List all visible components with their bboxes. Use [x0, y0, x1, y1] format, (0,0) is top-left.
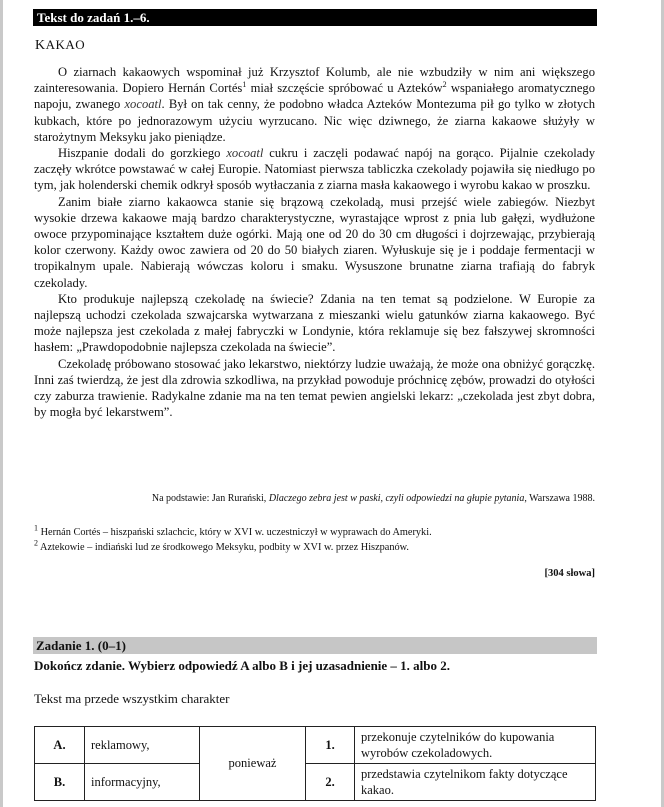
- answer-table: [34, 726, 596, 801]
- footnote-2: $^2$ Aztekowie – indiański lud ze środkowego Meksyku, podbity w XVI w. przez Hiszpanów.: [34, 538, 409, 553]
- task-title: Zadanie 1. (0–1): [36, 638, 126, 653]
- option-b-text[interactable]: informacyjny,: [85, 764, 200, 801]
- reason-2-text[interactable]: przedstawia czytelnikom fakty dotyczące kakao.: [355, 764, 596, 801]
- article-title: KAKAO: [35, 37, 86, 53]
- answer-row-b: [35, 764, 596, 801]
- footnote-ref-1: 1: [242, 80, 247, 90]
- option-b-letter[interactable]: B.: [35, 764, 85, 801]
- option-a-letter[interactable]: A.: [35, 727, 85, 764]
- reason-2-number[interactable]: 2.: [306, 764, 355, 801]
- task-instruction: Dokończ zdanie. Wybierz odpowiedź A albo B i jej uzasadnienie – 1. albo 2.: [34, 658, 451, 673]
- option-a-text[interactable]: reklamowy,: [85, 727, 200, 764]
- article-body: [34, 64, 595, 420]
- text-header-title: Tekst do zadań 1.–6.: [37, 10, 150, 25]
- footnotes: [34, 525, 595, 555]
- footnote-ref-2: 2: [442, 80, 447, 90]
- text-header-bar: [33, 9, 597, 26]
- article-paragraph-3: Zanim białe ziarno kakaowca stanie się brązową czekoladą, musi przejść wiele zabiegów. Niezbyt wysokie drzewa kakaowe mają bardzo charakterystyczne, wyrastające wprost z pnia lub gałęzi, wydłużone owoce przypominające kształtem duże ogórki. Mają one od 20 do 30 cm długości i dojrzewając, przybierają kolor czerwony. Każdy owoc zawiera od 20 do 50 białych ziaren. Wyłuskuje się je i poddaje fermentacji w tropikalnym upale. Nabierają wówczas koloru i smaku. Wysuszone brunatne ziarna trafiają do fabryk czekolady.: [34, 194, 595, 290]
- page-frame-left: [0, 0, 3, 807]
- article-paragraph-2: Hiszpanie dodali do gorzkiego xocoatl cukru i zaczęli podawać napój na gorąco. Pijalnie czekolady zaczęły wkrótce powstawać w całej Europie. Natomiast pierwsza tabliczka czekolady pojawiła się niedługo po tym, jak holenderski chemik odkrył sposób wytłaczania z ziarna masła kakaowego i wyrobu kakao w proszku.: [34, 146, 595, 193]
- reason-1-number[interactable]: 1.: [306, 727, 355, 764]
- article-paragraph-4: Kto produkuje najlepszą czekoladę na świecie? Zdania na ten temat są podzielone. W Europie za najlepszą uchodzi czekolada szwajcarska wytwarzana z mieszanki wielu gatunków ziarna kakaowego. Być może najlepsza jest czekolada z małej fabryczki w Londynie, która reklamuje się bez fałszywej skromności hasłem: „Prawdopodobnie najlepsza czekolada na świecie”.: [34, 291, 595, 355]
- term-xocoatl: xocoatl: [124, 97, 162, 112]
- task-header-bar: [33, 637, 597, 654]
- answer-row-a: [35, 727, 596, 764]
- article-paragraph-5: Czekoladę próbowano stosować jako lekarstwo, niektórzy ludzie uważają, że może ona obniżyć gorączkę. Inni zaś twierdzą, że jest dla zdrowia szkodliwa, na przykład powoduje próchnicę zębów, prowadzi do otyłości czy zaburza trawienie. Radykalne zdanie ma na ten temat pewien angielski lekarz: „czekolada jest zbyt dobra, by mogła być lekarstwem”.: [34, 356, 595, 420]
- article-paragraph-1: O ziarnach kakaowych wspominał już Krzysztof Kolumb, ale nie wzbudziły w nim ani większego zainteresowania. Dopiero Hernán Cortés$^1$ miał szczęście spróbować u Azteków$^2$ wspaniałego aromatycznego napoju, zwanego xocoatl. Był on tak cenny, że podobno władca Azteków Montezuma pił go tylko w złotych kubkach, które po jednorazowym użyciu wyrzucano. Nic więc dziwnego, że ziarna kakaowe służyły w starożytnym Meksyku jako pieniądze.: [34, 65, 596, 144]
- task-lead-sentence: Tekst ma przede wszystkim charakter: [34, 691, 230, 706]
- term-xocoatl: xocoatl: [226, 146, 264, 161]
- connector-cell: ponieważ: [200, 727, 306, 801]
- source-citation: Na podstawie: Jan Rurański, Dlaczego zebra jest w paski, czyli odpowiedzi na głupie pytania, Warszawa 1988.: [151, 493, 595, 504]
- footnote-1: $^1$ Hernán Cortés – hiszpański szlachcic, który w XVI w. uczestniczył w wyprawach do Ameryki.: [34, 523, 432, 538]
- word-count: [304 słowa]: [544, 568, 595, 579]
- reason-1-text[interactable]: przekonuje czytelników do kupowania wyrobów czekoladowych.: [355, 727, 596, 764]
